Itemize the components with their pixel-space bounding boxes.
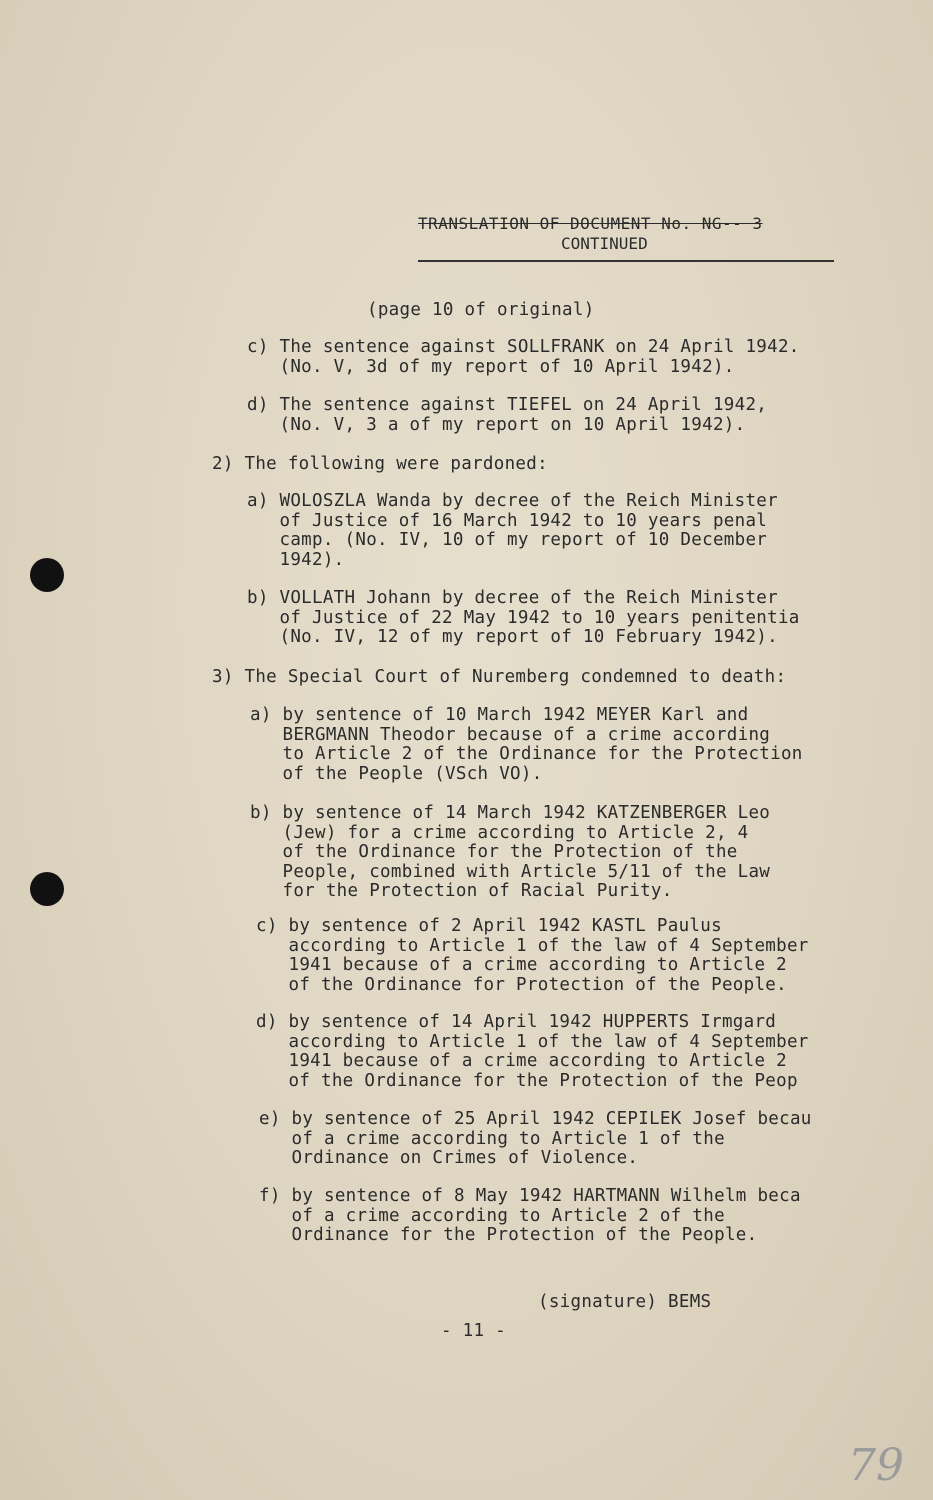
document-subtitle: CONTINUED (561, 234, 648, 253)
item-a-meyer-bergmann: a) by sentence of 10 March 1942 MEYER Karl and BERGMANN Theodor because of a crime according to Article 2 of the Ordinance for the Protection of the People (VSch VO). (250, 705, 803, 784)
page-reference: (page 10 of original) (367, 300, 595, 320)
handwritten-number: 79 (848, 1440, 904, 1491)
header-rule (418, 260, 834, 262)
punch-hole (30, 872, 64, 906)
page-number: - 11 - (441, 1321, 507, 1341)
section-2-heading: 2) The following were pardoned: (212, 454, 548, 474)
item-c-kastl: c) by sentence of 2 April 1942 KASTL Paulus according to Article 1 of the law of 4 September 1941 because of a crime according to Article 2 of the Ordinance for Protection of the People. (256, 916, 809, 995)
section-3-heading: 3) The Special Court of Nuremberg condemned to death: (212, 667, 787, 687)
item-b-vollath: b) VOLLATH Johann by decree of the Reich Minister of Justice of 22 May 1942 to 10 years penitentia (No. IV, 12 of my report of 10 February 1942). (247, 588, 800, 647)
item-d-tiefel: d) The sentence against TIEFEL on 24 April 1942, (No. V, 3 a of my report on 10 April 1942). (247, 395, 768, 435)
item-e-cepilek: e) by sentence of 25 April 1942 CEPILEK Josef becau of a crime according to Article 1 of the Ordinance on Crimes of Violence. (259, 1109, 812, 1168)
item-d-hupperts: d) by sentence of 14 April 1942 HUPPERTS Irmgard according to Article 1 of the law of 4 September 1941 because of a crime according to Article 2 of the Ordinance for the Protection of the Peop (256, 1012, 809, 1091)
item-a-woloszla: a) WOLOSZLA Wanda by decree of the Reich Minister of Justice of 16 March 1942 to 10 years penal camp. (No. IV, 10 of my report of 10 December 1942). (247, 491, 778, 570)
item-f-hartmann: f) by sentence of 8 May 1942 HARTMANN Wilhelm beca of a crime according to Article 2 of the Ordinance for the Protection of the People. (259, 1186, 801, 1245)
punch-hole (30, 558, 64, 592)
document-header (418, 214, 834, 262)
document-title: TRANSLATION OF DOCUMENT No. NG-- 3 (418, 214, 763, 233)
item-b-katzenberger: b) by sentence of 14 March 1942 KATZENBERGER Leo (Jew) for a crime according to Article 2, 4 of the Ordinance for the Protection of the People, combined with Article 5/11 of the Law for the Protection of Racial Purity. (250, 803, 771, 901)
item-c-sollfrank: c) The sentence against SOLLFRANK on 24 April 1942. (No. V, 3d of my report of 10 April 1942). (247, 337, 800, 377)
signature-line: (signature) BEMS (538, 1292, 712, 1312)
